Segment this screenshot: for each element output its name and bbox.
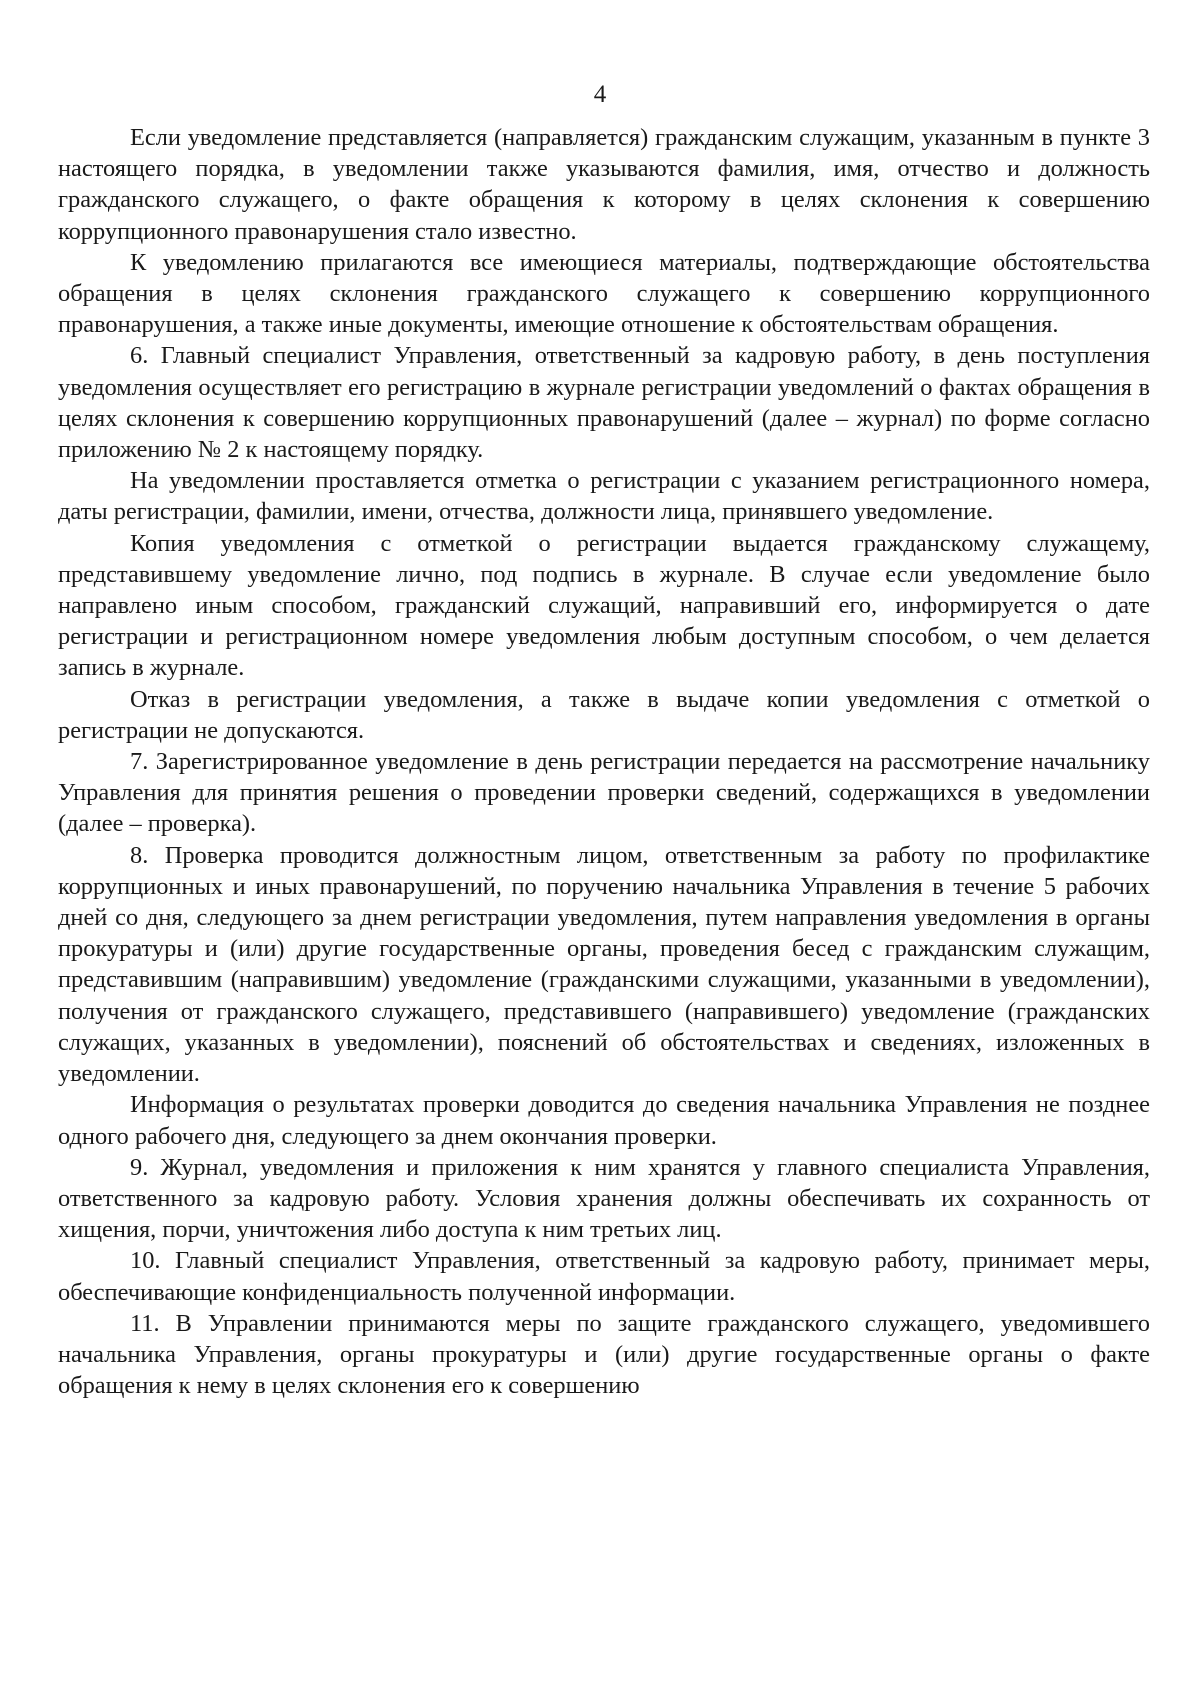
paragraph-refusal-prohibited: Отказ в регистрации уведомления, а также в выдаче копии уведомления с отметкой о регистрации не допускаются. — [58, 685, 1150, 744]
paragraph-attached-materials: К уведомлению прилагаются все имеющиеся материалы, подтверждающие обстоятельства обращения в целях склонения гражданского служащего к совершению коррупционного правонарушения, а также иные документы, имеющие отношение к обстоятельствам обращения. — [58, 248, 1150, 339]
paragraph-notification-details: Если уведомление представляется (направляется) гражданским служащим, указанным в пункте 3 настоящего порядка, в уведомлении также указываются фамилия, имя, отчество и должность гражданского служащего, о факте обращения к которому в целях склонения к совершению коррупционного правонарушения стало известно. — [58, 124, 1150, 245]
paragraph-copy-issuance: Копия уведомления с отметкой о регистрации выдается гражданскому служащему, представившему уведомление лично, под подпись в журнале. В случае если уведомление было направлено иным способом, гражданский служащий, направивший его, информируется о дате регистрации и регистрационном номере уведомления любым доступным способом, о чем делается запись в журнале. — [58, 529, 1150, 682]
paragraph-item-11-protection: 11. В Управлении принимаются меры по защите гражданского служащего, уведомившего начальника Управления, органы прокуратуры и (или) другие государственные органы о факте обращения к нему в целях склонения его к совершению — [58, 1309, 1150, 1400]
paragraph-item-6-registration: 6. Главный специалист Управления, ответственный за кадровую работу, в день поступления уведомления осуществляет его регистрацию в журнале регистрации уведомлений о фактах обращения в целях склонения к совершению коррупционных правонарушений (далее – журнал) по форме согласно приложению № 2 к настоящему порядку. — [58, 342, 1150, 464]
paragraph-registration-mark: На уведомлении проставляется отметка о регистрации с указанием регистрационного номера, даты регистрации, фамилии, имени, отчества, должности лица, принявшего уведомление. — [58, 467, 1150, 526]
paragraph-item-8-verification: 8. Проверка проводится должностным лицом, ответственным за работу по профилактике коррупционных и иных правонарушений, по поручению начальника Управления в течение 5 рабочих дней со дня, следующего за днем регистрации уведомления, путем направления уведомления в органы прокуратуры и (или) другие государственные органы, проведения бесед с гражданским служащим, представившим (направившим) уведомление (гражданскими служащими, указанными в уведомлении), получения от гражданского служащего, представившего (направившего) уведомление (гражданских служащих, указанных в уведомлении), пояснений об обстоятельствах и сведениях, изложенных в уведомлении. — [58, 841, 1150, 1088]
paragraph-verification-results: Информация о результатах проверки доводится до сведения начальника Управления не позднее одного рабочего дня, следующего за днем окончания проверки. — [58, 1091, 1150, 1150]
paragraph-item-7-review: 7. Зарегистрированное уведомление в день регистрации передается на рассмотрение начальнику Управления для принятия решения о проведении проверки сведений, содержащихся в уведомлении (далее – проверка). — [58, 748, 1150, 838]
page-number: 4 — [593, 81, 607, 108]
paragraph-item-9-storage: 9. Журнал, уведомления и приложения к ним хранятся у главного специалиста Управления, ответственного за кадровую работу. Условия хранения должны обеспечивать их сохранность от хищения, порчи, уничтожения либо доступа к ним третьих лиц. — [58, 1153, 1150, 1244]
document-body — [58, 122, 1150, 1401]
paragraph-item-10-confidentiality: 10. Главный специалист Управления, ответственный за кадровую работу, принимает меры, обеспечивающие конфиденциальность полученной информации. — [58, 1247, 1150, 1306]
